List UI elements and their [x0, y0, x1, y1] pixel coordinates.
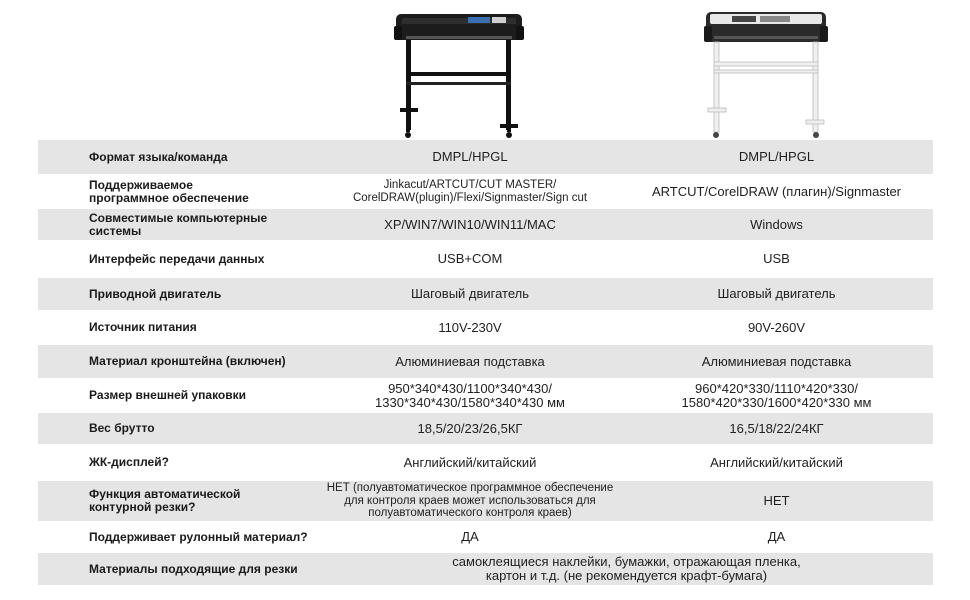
value-plotter-black: XP/WIN7/WIN10/WIN11/MAC	[384, 216, 556, 232]
value-plotter-white: 16,5/18/22/24КГ	[729, 420, 824, 436]
value-plotter-black: Jinkacut/ARTCUT/CUT MASTER/ CorelDRAW(plugin)/Flexi/Signmaster/Sign cut	[352, 179, 588, 204]
row-label: Размер внешней упаковки	[89, 388, 247, 402]
value-plotter-white: USB	[763, 251, 790, 266]
row-label: Формат языка/команда	[89, 149, 228, 164]
table-row	[38, 553, 933, 585]
value-plotter-white: ДА	[767, 529, 786, 544]
value-plotter-black: 110V-230V	[438, 319, 502, 335]
plotter-white-image	[702, 8, 830, 140]
row-label: Совместимые компьютерные системы	[89, 210, 268, 238]
row-label: Материал кронштейна (включен)	[89, 354, 286, 368]
table-row	[38, 240, 933, 278]
table-row	[38, 140, 933, 174]
table-row	[38, 481, 933, 521]
row-label: Материалы подходящие для резки	[89, 561, 298, 576]
value-plotter-black: USB+COM	[437, 251, 503, 266]
value-both-plotters: самоклеящиеся наклейки, бумажки, отражающая пленка, картон и т.д. (не рекомендуется крафт-бумага)	[452, 554, 801, 583]
value-plotter-white: DMPL/HPGL	[738, 149, 815, 164]
value-plotter-black: 950*340*430/1100*340*430/ 1330*340*430/1580*340*430 мм	[375, 380, 565, 410]
table-row	[38, 174, 933, 209]
table-row	[38, 278, 933, 310]
value-plotter-black: Алюминиевая подставка	[395, 353, 545, 369]
row-label: Поддерживает рулонный материал?	[89, 529, 308, 544]
row-label: ЖК-дисплей?	[89, 455, 169, 469]
value-plotter-white: НЕТ	[763, 493, 790, 508]
table-row	[38, 378, 933, 413]
table-row	[38, 345, 933, 378]
plotter-black-image	[392, 8, 526, 140]
row-label: Источник питания	[89, 320, 197, 334]
row-label: Функция автоматической контурной резки?	[89, 487, 241, 514]
row-label: Приводной двигатель	[89, 286, 222, 301]
value-plotter-white: Английский/китайский	[710, 454, 843, 470]
row-label: Интерфейс передачи данных	[89, 251, 265, 266]
row-label: Поддерживаемое программное обеспечение	[89, 177, 249, 205]
value-plotter-black: 18,5/20/23/26,5КГ	[417, 420, 523, 436]
value-plotter-black: Английский/китайский	[403, 454, 537, 470]
table-row	[38, 209, 933, 240]
row-label: Вес брутто	[89, 421, 155, 435]
value-plotter-white: ARTCUT/CorelDRAW (плагин)/Signmaster	[651, 183, 902, 199]
table-row	[38, 413, 933, 444]
table-row	[38, 521, 933, 553]
value-plotter-white: Алюминиевая подставка	[701, 353, 852, 369]
value-plotter-black: DMPL/HPGL	[432, 149, 508, 164]
value-plotter-white: 960*420*330/1110*420*330/ 1580*420*330/1600*420*330 мм	[681, 380, 872, 410]
value-plotter-white: Windows	[750, 216, 803, 232]
value-plotter-black: Шаговый двигатель	[410, 286, 530, 301]
table-row	[38, 310, 933, 345]
table-row	[38, 444, 933, 481]
value-plotter-black: ДА	[461, 529, 479, 544]
value-plotter-white: 90V-260V	[747, 319, 806, 335]
specs-table	[38, 140, 933, 585]
value-plotter-white: Шаговый двигатель	[717, 286, 836, 301]
value-plotter-black: НЕТ (полуавтоматическое программное обеспечение для контроля краев может использоваться для полуавтоматического контроля краев)	[326, 482, 614, 520]
